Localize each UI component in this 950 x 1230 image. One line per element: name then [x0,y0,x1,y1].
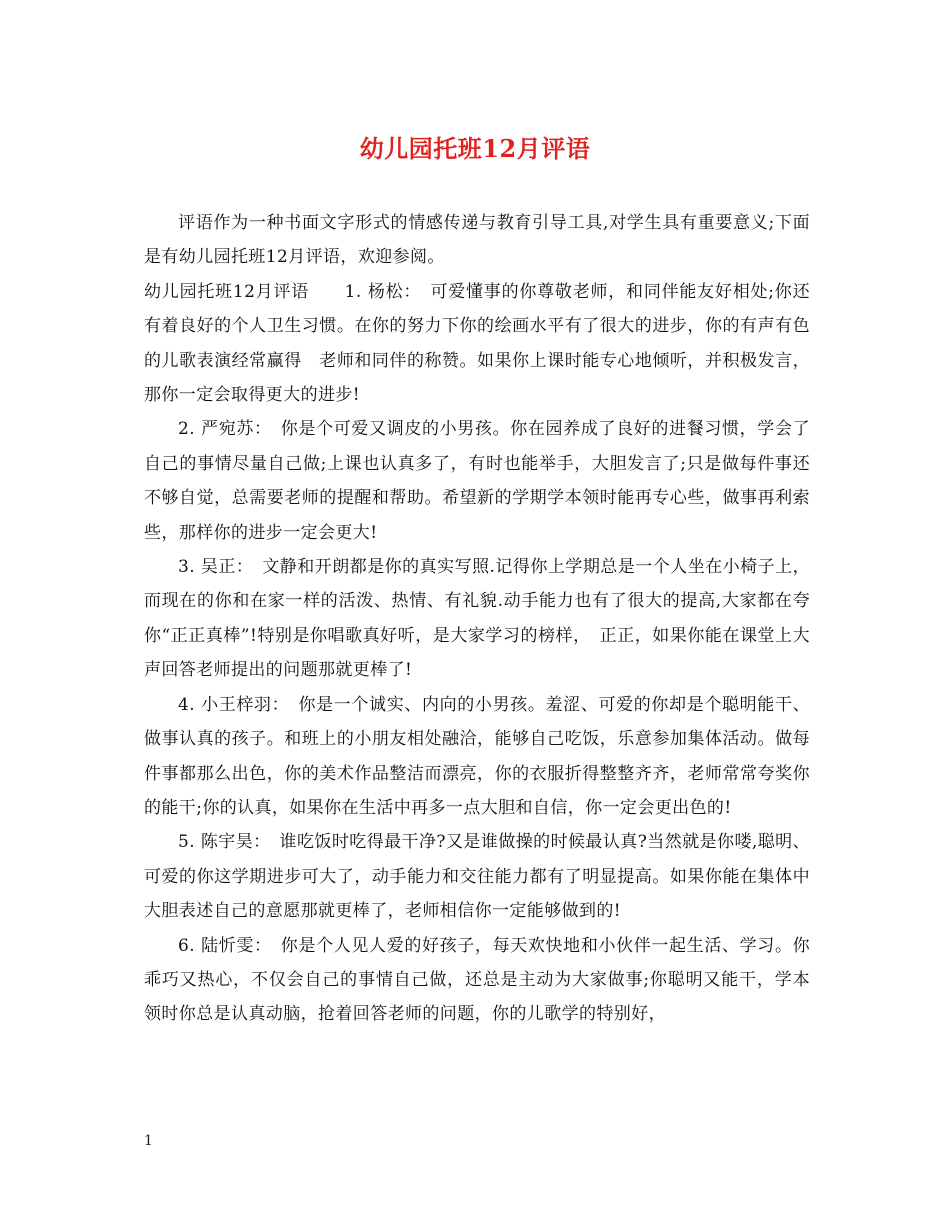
comment-paragraph-2: 2. 严宛苏： 你是个可爱又调皮的小男孩。你在园养成了良好的进餐习惯，学会了自己的事情尽量自己做;上课也认真多了，有时也能举手，大胆发言了;只是做每件事还不够自觉，总需要老师的提醒和帮助。希望新的学期学本领时能再专心些，做事再利索些，那样你的进步一定会更大! [144,419,810,543]
document-body [144,206,810,1032]
page-number: 1 [144,1133,153,1149]
comment-paragraph-1: 幼儿园托班12月评语 1. 杨松： 可爱懂事的你尊敬老师，和同伴能友好相处;你还有着良好的个人卫生习惯。在你的努力下你的绘画水平有了很大的进步，你的有声有色的儿歌表演经常赢得 老师和同伴的称赞。如果你上课时能专心地倾听，并积极发言，那你一定会取得更大的进步! [144,281,810,406]
comment-paragraph-5: 5. 陈宇昊： 谁吃饭时吃得最干净?又是谁做操的时候最认真?当然就是你喽,聪明、可爱的你这学期进步可大了，动手能力和交往能力都有了明显提高。如果你能在集体中大胆表述自己的意愿那就更棒了，老师相信你一定能够做到的! [144,832,810,922]
comment-paragraph-6: 6. 陆忻雯： 你是个人见人爱的好孩子，每天欢快地和小伙伴一起生活、学习。你乖巧又热心，不仅会自己的事情自己做，还总是主动为大家做事;你聪明又能干，学本领时你总是认真动脑，抢着回答老师的问题，你的儿歌学的特别好， [144,935,810,1025]
intro-paragraph: 评语作为一种书面文字形式的情感传递与教育引导工具,对学生具有重要意义;下面是有幼儿园托班12月评语，欢迎参阅。 [144,213,810,268]
comment-paragraph-3: 3. 吴正： 文静和开朗都是你的真实写照.记得你上学期总是一个人坐在小椅子上，而现在的你和在家一样的活泼、热情、有礼貌.动手能力也有了很大的提高,大家都在夸你“正正真棒”!特别是你唱歌真好听，是大家学习的榜样， 正正，如果你能在课堂上大声回答老师提出的问题那就更棒了! [144,557,810,681]
document-title: 幼儿园托班12月评语 [359,134,591,163]
comment-paragraph-4: 4. 小王梓羽： 你是一个诚实、内向的小男孩。羞涩、可爱的你却是个聪明能干、做事认真的孩子。和班上的小朋友相处融洽，能够自己吃饭，乐意参加集体活动。做每件事都那么出色，你的美术作品整洁而漂亮，你的衣服折得整整齐齐，老师常常夸奖你的能干;你的认真，如果你在生活中再多一点大胆和自信，你一定会更出色的! [144,694,810,818]
